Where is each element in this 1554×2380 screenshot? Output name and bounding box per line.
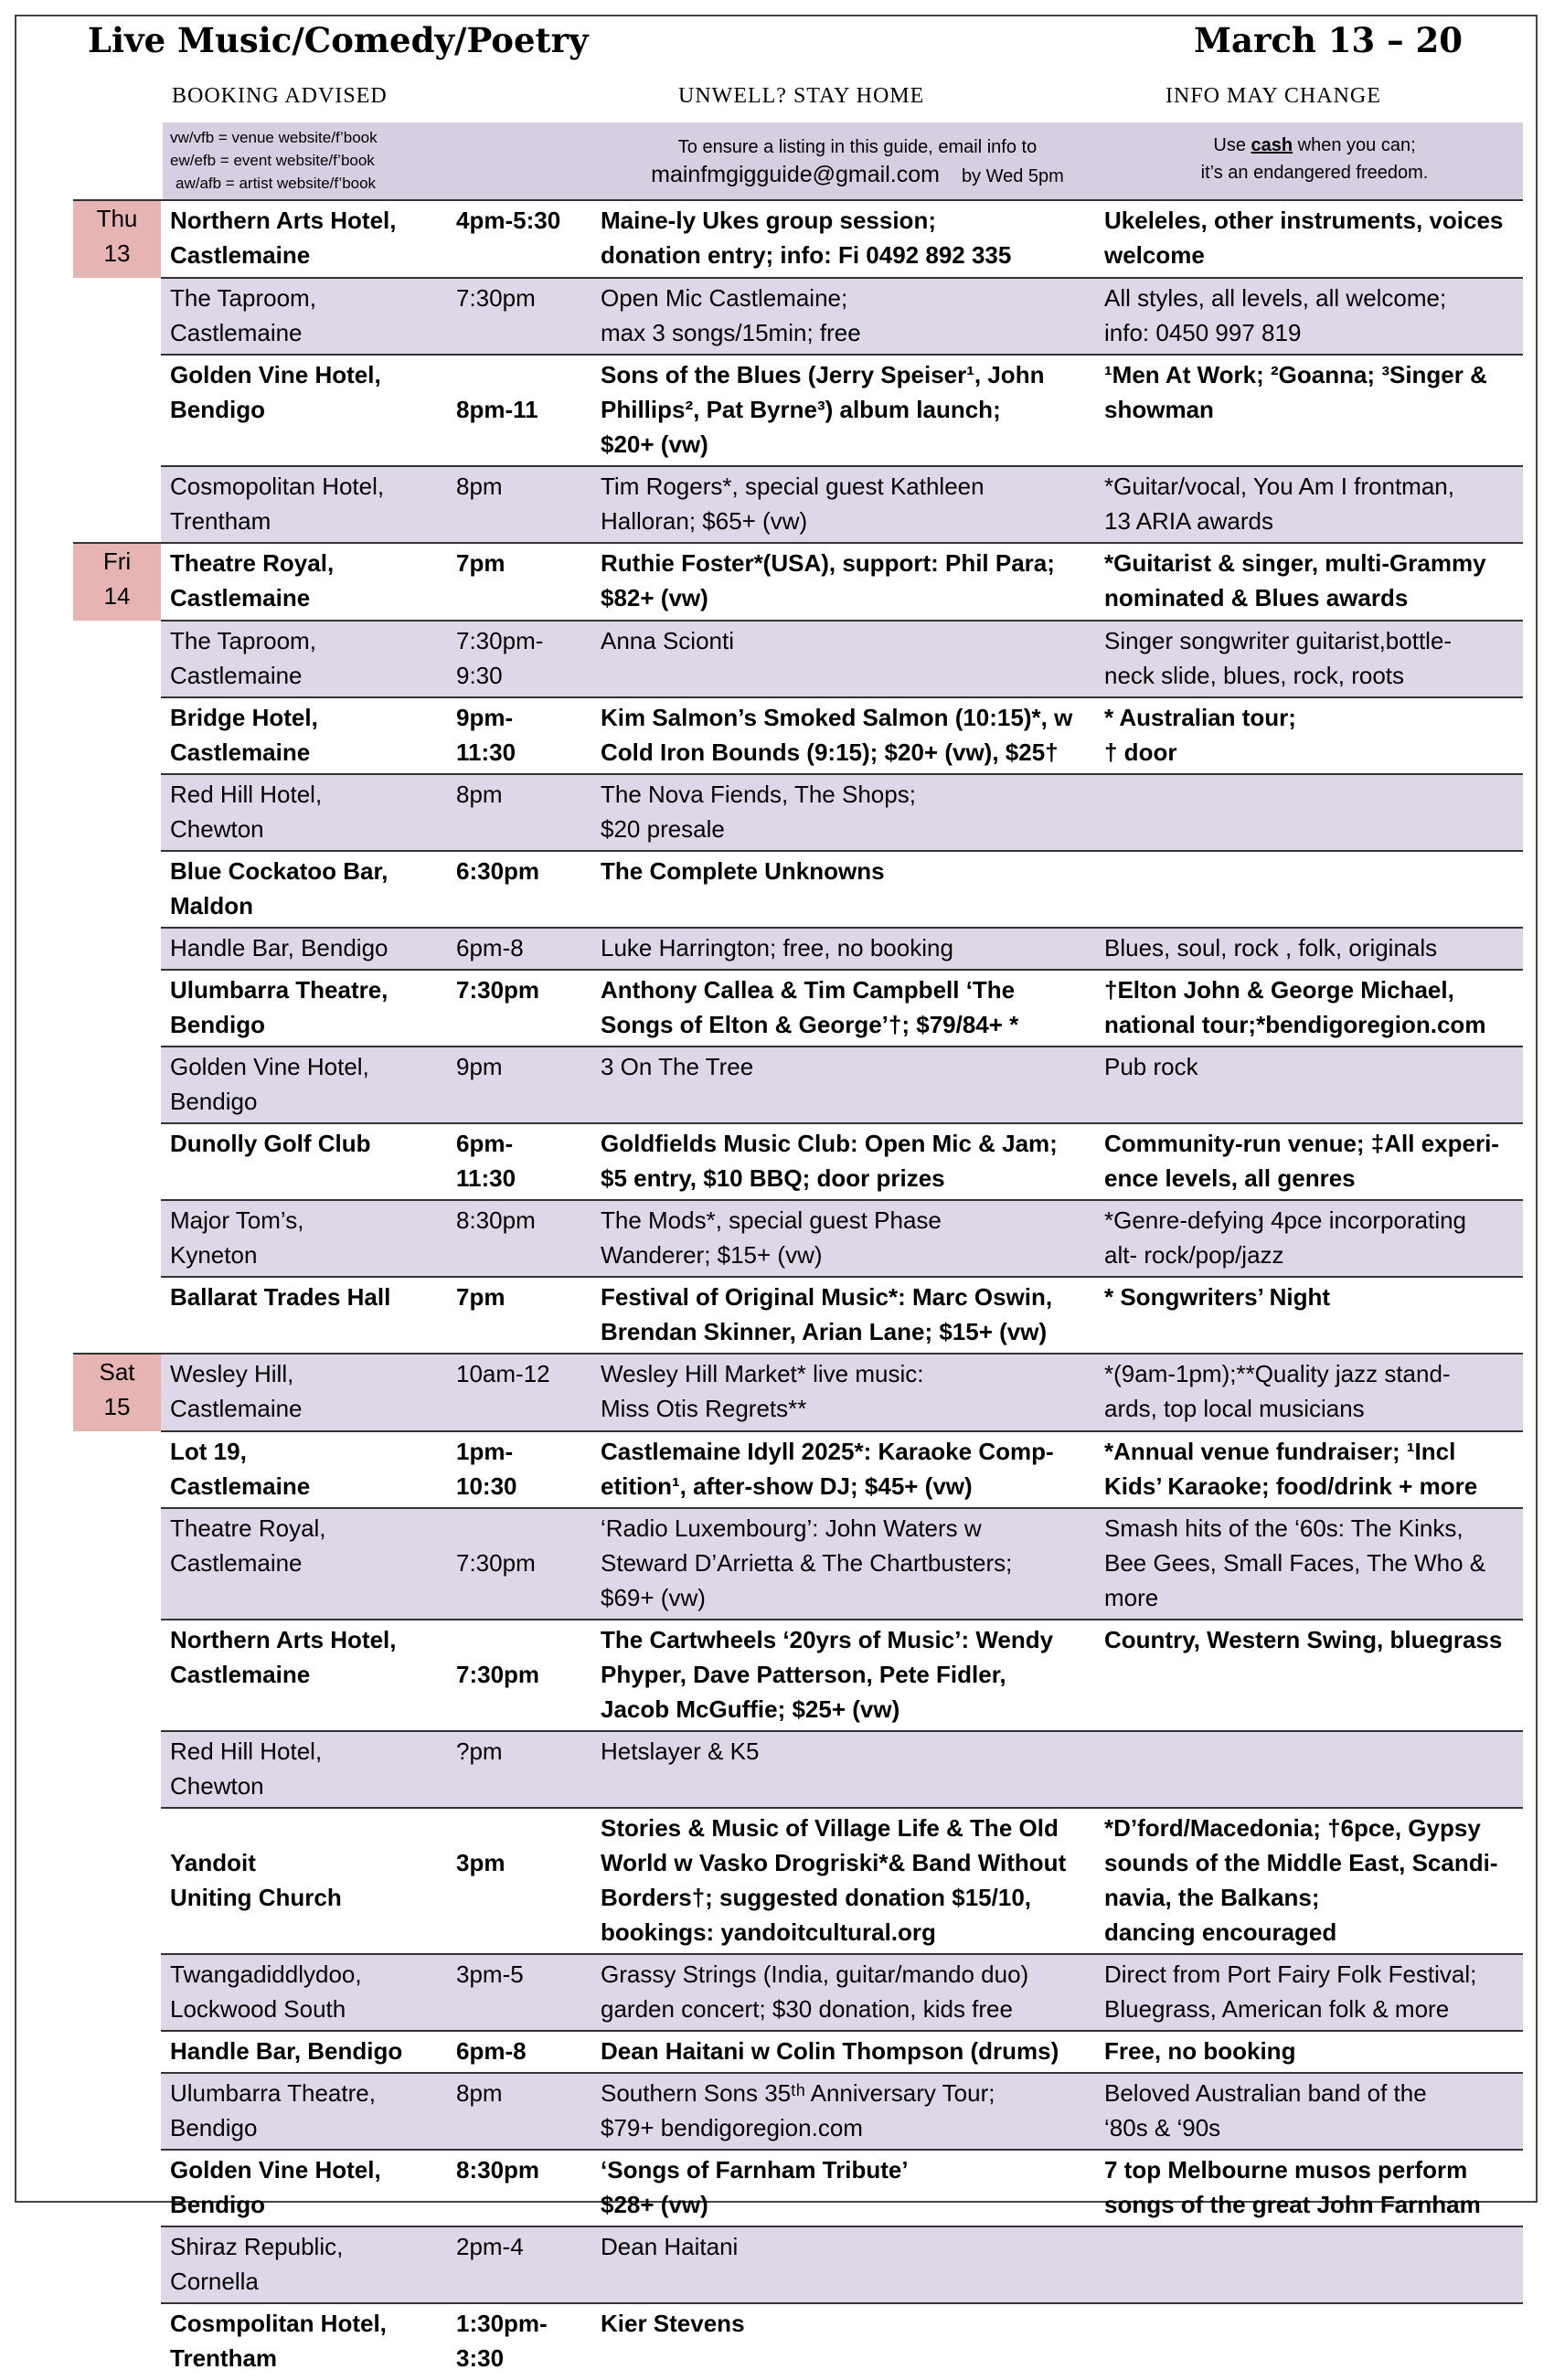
gig-notes: Country, Western Swing, bluegrass xyxy=(1095,1620,1523,1731)
gig-venue: Theatre Royal, Castlemaine xyxy=(161,543,447,621)
gig-row xyxy=(73,1431,1523,1508)
day-cell xyxy=(73,1731,161,1808)
gig-notes: Singer songwriter guitarist,bottle- neck slide, blues, rock, roots xyxy=(1095,621,1523,697)
gig-venue: Ulumbarra Theatre, Bendigo xyxy=(161,2073,447,2150)
gig-event: The Mods*, special guest Phase Wanderer; $15+ (vw) xyxy=(591,1200,1095,1277)
gig-row xyxy=(73,2303,1523,2380)
day-name: Sat xyxy=(99,1358,135,1386)
gig-notes: * Australian tour; † door xyxy=(1095,697,1523,774)
gig-notes: ¹Men At Work; ²Goanna; ³Singer & showman xyxy=(1095,355,1523,466)
gig-row xyxy=(73,2150,1523,2226)
gig-time: 1:30pm- 3:30 xyxy=(447,2303,591,2380)
gig-time: 6pm- 11:30 xyxy=(447,1123,591,1200)
gig-event: 3 On The Tree xyxy=(591,1047,1095,1123)
gig-row xyxy=(73,355,1523,466)
gig-notes: 7 top Melbourne musos perform songs of the great John Farnham xyxy=(1095,2150,1523,2226)
gig-notes: *Guitarist & singer, multi-Grammy nominated & Blues awards xyxy=(1095,543,1523,621)
gig-notes: †Elton John & George Michael, national tour;*bendigoregion.com xyxy=(1095,970,1523,1047)
gig-venue: Northern Arts Hotel, Castlemaine xyxy=(161,1620,447,1731)
gig-notes xyxy=(1095,851,1523,928)
day-cell xyxy=(73,1508,161,1620)
key-bar xyxy=(163,122,1523,199)
gig-venue: Shiraz Republic, Cornella xyxy=(161,2226,447,2303)
gig-row xyxy=(73,1731,1523,1808)
gig-notes: *D’ford/Macedonia; †6pce, Gypsy sounds of the Middle East, Scandi- navia, the Balkans; dancing encouraged xyxy=(1095,1808,1523,1954)
gig-venue: The Taproom, Castlemaine xyxy=(161,278,447,355)
gig-row xyxy=(73,970,1523,1047)
legend-line: aw/afb = artist website/f’book xyxy=(176,175,377,192)
day-cell xyxy=(73,200,161,278)
gig-row xyxy=(73,621,1523,697)
legend-line: vw/vfb = venue website/f’book xyxy=(170,129,378,146)
cash-note xyxy=(1113,132,1516,186)
gig-event: Kier Stevens xyxy=(591,2303,1095,2380)
cash-word: cash xyxy=(1251,135,1293,155)
gig-time: 8pm xyxy=(447,466,591,543)
day-cell xyxy=(73,466,161,543)
gig-event: The Nova Fiends, The Shops; $20 presale xyxy=(591,774,1095,851)
cash-post: when you can; xyxy=(1293,135,1416,155)
gig-row xyxy=(73,1954,1523,2031)
gig-venue: Ulumbarra Theatre, Bendigo xyxy=(161,970,447,1047)
gig-notes xyxy=(1095,1731,1523,1808)
booking-advised: BOOKING ADVISED xyxy=(172,84,388,108)
email-address[interactable]: mainfmgigguide@gmail.com xyxy=(651,162,940,187)
gig-time: ?pm xyxy=(447,1731,591,1808)
gig-venue: Golden Vine Hotel, Bendigo xyxy=(161,2150,447,2226)
gig-row xyxy=(73,1123,1523,1200)
gig-event: Ruthie Foster*(USA), support: Phil Para; $82+ (vw) xyxy=(591,543,1095,621)
gig-time: 7:30pm xyxy=(447,278,591,355)
gig-row xyxy=(73,2073,1523,2150)
gig-notes: *Annual venue fundraiser; ¹Incl Kids’ Karaoke; food/drink + more xyxy=(1095,1431,1523,1508)
gig-venue: Blue Cockatoo Bar, Maldon xyxy=(161,851,447,928)
gig-event: Hetslayer & K5 xyxy=(591,1731,1095,1808)
gig-row xyxy=(73,774,1523,851)
gig-table xyxy=(73,199,1523,2380)
gig-time: 9pm xyxy=(447,1047,591,1123)
gig-venue: Theatre Royal, Castlemaine xyxy=(161,1508,447,1620)
gig-row xyxy=(73,1354,1523,1431)
cash-pre: Use xyxy=(1213,135,1251,155)
day-number: 13 xyxy=(103,239,131,267)
day-cell xyxy=(73,851,161,928)
gig-time: 7:30pm xyxy=(447,1620,591,1731)
gig-venue: The Taproom, Castlemaine xyxy=(161,621,447,697)
gig-time: 4pm-5:30 xyxy=(447,200,591,278)
gig-table-body xyxy=(73,200,1523,2380)
gig-notes: Direct from Port Fairy Folk Festival; Bluegrass, American folk & more xyxy=(1095,1954,1523,2031)
gig-notes xyxy=(1095,2226,1523,2303)
gig-time: 8pm xyxy=(447,774,591,851)
gig-event: Sons of the Blues (Jerry Speiser¹, John Phillips², Pat Byrne³) album launch; $20+ (vw) xyxy=(591,355,1095,466)
day-cell xyxy=(73,2150,161,2226)
day-cell xyxy=(73,1277,161,1354)
gig-row xyxy=(73,928,1523,970)
day-cell xyxy=(73,355,161,466)
gig-notes xyxy=(1095,774,1523,851)
day-cell xyxy=(73,2303,161,2380)
day-cell xyxy=(73,1354,161,1431)
unwell-notice: UNWELL? STAY HOME xyxy=(678,84,925,108)
gig-row xyxy=(73,543,1523,621)
gig-event: Stories & Music of Village Life & The Old World w Vasko Drogriski*& Band Without Borders†; suggested donation $15/10, bookings: yandoitcultural.org xyxy=(591,1808,1095,1954)
day-name: Thu xyxy=(96,205,138,232)
gig-row xyxy=(73,2031,1523,2073)
day-cell xyxy=(73,1808,161,1954)
gig-event: Wesley Hill Market* live music: Miss Otis Regrets** xyxy=(591,1354,1095,1431)
day-cell xyxy=(73,1200,161,1277)
gig-venue: Cosmopolitan Hotel, Trentham xyxy=(161,466,447,543)
legend-line: ew/efb = event website/f’book xyxy=(170,152,375,169)
day-cell xyxy=(73,1047,161,1123)
gig-notes: Beloved Australian band of the ‘80s & ‘90s xyxy=(1095,2073,1523,2150)
page-title: Live Music/Comedy/Poetry xyxy=(88,20,589,60)
gig-row xyxy=(73,1277,1523,1354)
gig-time: 6pm-8 xyxy=(447,2031,591,2073)
gig-venue: Wesley Hill, Castlemaine xyxy=(161,1354,447,1431)
gig-time: 8pm xyxy=(447,2073,591,2150)
gig-event: Tim Rogers*, special guest Kathleen Halloran; $65+ (vw) xyxy=(591,466,1095,543)
gig-notes: *Guitar/vocal, You Am I frontman, 13 ARIA awards xyxy=(1095,466,1523,543)
gig-event: Anna Scionti xyxy=(591,621,1095,697)
gig-venue: Northern Arts Hotel, Castlemaine xyxy=(161,200,447,278)
gig-venue: Dunolly Golf Club xyxy=(161,1123,447,1200)
day-cell xyxy=(73,2031,161,2073)
day-cell xyxy=(73,1431,161,1508)
gig-time: 8:30pm xyxy=(447,1200,591,1277)
gig-time: 7:30pm- 9:30 xyxy=(447,621,591,697)
gig-event: Castlemaine Idyll 2025*: Karaoke Comp- etition¹, after-show DJ; $45+ (vw) xyxy=(591,1431,1095,1508)
gig-venue: Golden Vine Hotel, Bendigo xyxy=(161,1047,447,1123)
gig-event: Festival of Original Music*: Marc Oswin, Brendan Skinner, Arian Lane; $15+ (vw) xyxy=(591,1277,1095,1354)
gig-event: The Complete Unknowns xyxy=(591,851,1095,928)
gig-event: ‘Songs of Farnham Tribute’ $28+ (vw) xyxy=(591,2150,1095,2226)
gig-event: ‘Radio Luxembourg’: John Waters w Steward D’Arrietta & The Chartbusters; $69+ (vw) xyxy=(591,1508,1095,1620)
gig-time: 7:30pm xyxy=(447,1508,591,1620)
gig-venue: Red Hill Hotel, Chewton xyxy=(161,1731,447,1808)
gig-venue: Lot 19, Castlemaine xyxy=(161,1431,447,1508)
gig-event: Kim Salmon’s Smoked Salmon (10:15)*, w Cold Iron Bounds (9:15); $20+ (vw), $25† xyxy=(591,697,1095,774)
gig-row xyxy=(73,1200,1523,1277)
gig-time: 1pm- 10:30 xyxy=(447,1431,591,1508)
gig-venue: Red Hill Hotel, Chewton xyxy=(161,774,447,851)
day-cell xyxy=(73,697,161,774)
gig-row xyxy=(73,1508,1523,1620)
info-may-change: INFO MAY CHANGE xyxy=(1166,84,1381,108)
gig-row xyxy=(73,1620,1523,1731)
gig-time: 8:30pm xyxy=(447,2150,591,2226)
day-cell xyxy=(73,774,161,851)
gig-notes: Free, no booking xyxy=(1095,2031,1523,2073)
gig-time: 3pm xyxy=(447,1808,591,1954)
listing-line: To ensure a listing in this guide, email info to xyxy=(677,137,1038,157)
gig-notes: Smash hits of the ‘60s: The Kinks, Bee Gees, Small Faces, The Who & more xyxy=(1095,1508,1523,1620)
listing-info xyxy=(606,133,1109,190)
gig-event: Open Mic Castlemaine; max 3 songs/15min; free xyxy=(591,278,1095,355)
gig-time: 2pm-4 xyxy=(447,2226,591,2303)
gig-event: Grassy Strings (India, guitar/mando duo) garden concert; $30 donation, kids free xyxy=(591,1954,1095,2031)
gig-row xyxy=(73,1047,1523,1123)
gig-event: Dean Haitani xyxy=(591,2226,1095,2303)
gig-venue: Twangadiddlydoo, Lockwood South xyxy=(161,1954,447,2031)
day-cell xyxy=(73,928,161,970)
gig-time: 7pm xyxy=(447,543,591,621)
day-cell xyxy=(73,1954,161,2031)
cash-line2: it’s an endangered freedom. xyxy=(1200,163,1429,183)
gig-row xyxy=(73,2226,1523,2303)
website-legend xyxy=(170,126,378,195)
day-cell xyxy=(73,1620,161,1731)
day-cell xyxy=(73,970,161,1047)
day-number: 14 xyxy=(103,582,131,610)
gig-venue: Major Tom’s, Kyneton xyxy=(161,1200,447,1277)
gig-notes: *(9am-1pm);**Quality jazz stand- ards, top local musicians xyxy=(1095,1354,1523,1431)
gig-venue: Golden Vine Hotel, Bendigo xyxy=(161,355,447,466)
day-cell xyxy=(73,1123,161,1200)
gig-row xyxy=(73,466,1523,543)
gig-event: Luke Harrington; free, no booking xyxy=(591,928,1095,970)
gig-event: Goldfields Music Club: Open Mic & Jam; $5 entry, $10 BBQ; door prizes xyxy=(591,1123,1095,1200)
day-name: Fri xyxy=(102,547,132,575)
gig-time: 7pm xyxy=(447,1277,591,1354)
gig-event: Southern Sons 35ᵗʰ Anniversary Tour; $79+ bendigoregion.com xyxy=(591,2073,1095,2150)
gig-notes: Blues, soul, rock , folk, originals xyxy=(1095,928,1523,970)
day-number: 15 xyxy=(103,1393,131,1420)
gig-event: Dean Haitani w Colin Thompson (drums) xyxy=(591,2031,1095,2073)
gig-venue: Handle Bar, Bendigo xyxy=(161,2031,447,2073)
day-cell xyxy=(73,621,161,697)
gig-time: 8pm-11 xyxy=(447,355,591,466)
gig-event: The Cartwheels ‘20yrs of Music’: Wendy Phyper, Dave Patterson, Pete Fidler, Jacob McGuffie; $25+ (vw) xyxy=(591,1620,1095,1731)
gig-time: 3pm-5 xyxy=(447,1954,591,2031)
day-cell xyxy=(73,278,161,355)
gig-venue: Cosmpolitan Hotel, Trentham xyxy=(161,2303,447,2380)
gig-notes: Ukeleles, other instruments, voices welcome xyxy=(1095,200,1523,278)
gig-notes: Community-run venue; ‡All experi- ence levels, all genres xyxy=(1095,1123,1523,1200)
gig-row xyxy=(73,697,1523,774)
gig-row xyxy=(73,1808,1523,1954)
gig-row xyxy=(73,200,1523,278)
gig-notes: All styles, all levels, all welcome; info: 0450 997 819 xyxy=(1095,278,1523,355)
gig-time: 9pm- 11:30 xyxy=(447,697,591,774)
gig-row xyxy=(73,278,1523,355)
gig-event: Anthony Callea & Tim Campbell ‘The Songs of Elton & George’†; $79/84+ * xyxy=(591,970,1095,1047)
gig-time: 6:30pm xyxy=(447,851,591,928)
gig-time: 6pm-8 xyxy=(447,928,591,970)
gig-notes: * Songwriters’ Night xyxy=(1095,1277,1523,1354)
gig-venue: Bridge Hotel, Castlemaine xyxy=(161,697,447,774)
gig-venue: Ballarat Trades Hall xyxy=(161,1277,447,1354)
gig-time: 7:30pm xyxy=(447,970,591,1047)
gig-notes: *Genre-defying 4pce incorporating alt- rock/pop/jazz xyxy=(1095,1200,1523,1277)
gig-venue: Handle Bar, Bendigo xyxy=(161,928,447,970)
gig-event: Maine-ly Ukes group session; donation entry; info: Fi 0492 892 335 xyxy=(591,200,1095,278)
gig-row xyxy=(73,851,1523,928)
day-cell xyxy=(73,543,161,621)
gig-venue: Yandoit Uniting Church xyxy=(161,1808,447,1954)
gig-time: 10am-12 xyxy=(447,1354,591,1431)
gig-notes xyxy=(1095,2303,1523,2380)
deadline: by Wed 5pm xyxy=(961,166,1064,186)
day-cell xyxy=(73,2073,161,2150)
date-range: March 13 – 20 xyxy=(1194,20,1463,60)
day-cell xyxy=(73,2226,161,2303)
gig-notes: Pub rock xyxy=(1095,1047,1523,1123)
